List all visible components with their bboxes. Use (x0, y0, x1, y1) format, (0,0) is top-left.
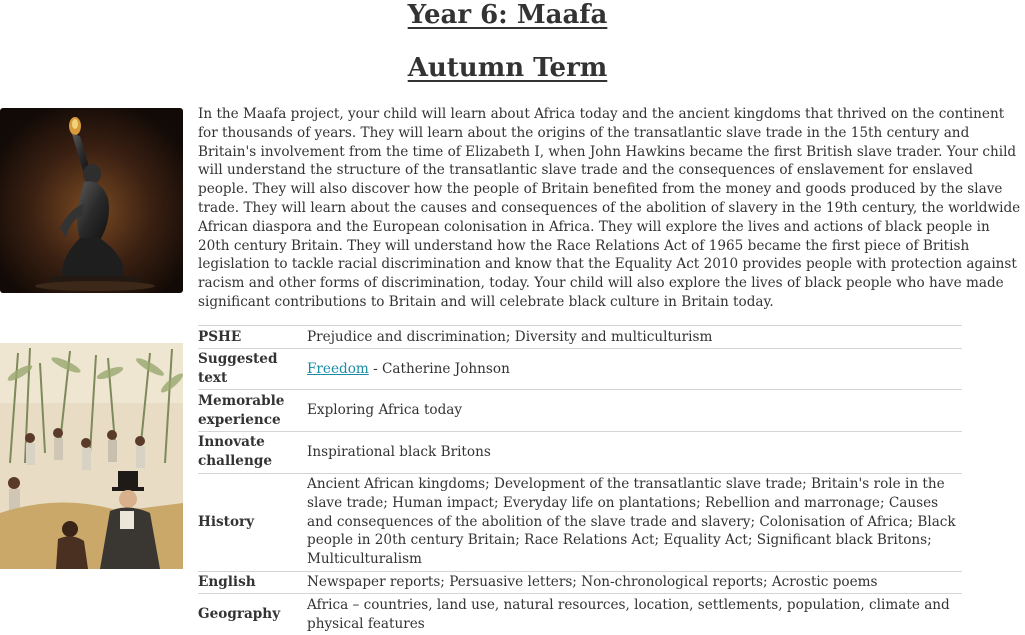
statue-image (0, 108, 183, 293)
geography-value: Africa – countries, land use, natural resources, location, settlements, population, climate and physical features (307, 594, 962, 635)
pshe-label: PSHE (198, 326, 307, 349)
plantation-illustration (0, 343, 183, 569)
english-label: English (198, 571, 307, 594)
history-label: History (198, 473, 307, 571)
table-row (198, 390, 962, 432)
curriculum-table (198, 325, 962, 635)
intro-paragraph: In the Maafa project, your child will learn about Africa today and the ancient kingdoms that thrived on the continent for thousands of years. They will learn about the origins of the transatlantic slave trade in the 15th century and Britain's involvement from the time of Elizabeth I, when John Hawkins became the first British slave trader. Your child will understand the structure of the transatlantic slave trade and the consequences of enslavement for enslaved people. They will also discover how the people of Britain benefited from the money and goods produced by the slave trade. They will learn about the causes and consequences of the abolition of slavery in the 19th century, the worldwide African diaspora and the European colonisation in Africa. They will explore the lives and actions of black people in 20th century Britain. They will understand how the Race Relations Act of 1965 became the first piece of British legislation to tackle racial discrimination and know that the Equality Act 2010 provides people with protection against racism and other forms of discrimination, today. Your child will also explore the lives of black people who have made significant contributions to Britain and will celebrate black culture in Britain today. (198, 106, 1021, 310)
memorable-experience-value: Exploring Africa today (307, 390, 962, 432)
table-row (198, 326, 962, 349)
history-value: Ancient African kingdoms; Development of the transatlantic slave trade; Britain's role in the slave trade; Human impact; Everyday life on plantations; Rebellion and marronage; Causes and consequences of the abolition of the slave trade and slavery; Colonisation of Africa; Black people in 20th century Britain; Race Relations Act; Equality Act; Significant black Britons; Multiculturalism (307, 473, 962, 571)
table-row (198, 348, 962, 390)
table-row (198, 431, 962, 473)
term-subtitle: Autumn Term (407, 53, 608, 83)
pshe-value: Prejudice and discrimination; Diversity and multiculturism (307, 326, 962, 349)
suggested-text-label: Suggested text (198, 348, 307, 390)
innovate-challenge-label: Innovate challenge (198, 431, 307, 473)
table-row (198, 571, 962, 594)
geography-label: Geography (198, 594, 307, 635)
suggested-text-value (307, 348, 962, 390)
innovate-challenge-value: Inspirational black Britons (307, 431, 962, 473)
page-title: Year 6: Maafa (407, 0, 608, 30)
freedom-book-link[interactable]: Freedom (307, 360, 369, 377)
book-author: - Catherine Johnson (368, 360, 510, 377)
english-value: Newspaper reports; Persuasive letters; Non-chronological reports; Acrostic poems (307, 571, 962, 594)
memorable-experience-label: Memorable experience (198, 390, 307, 432)
table-row (198, 473, 962, 571)
table-row (198, 594, 962, 635)
